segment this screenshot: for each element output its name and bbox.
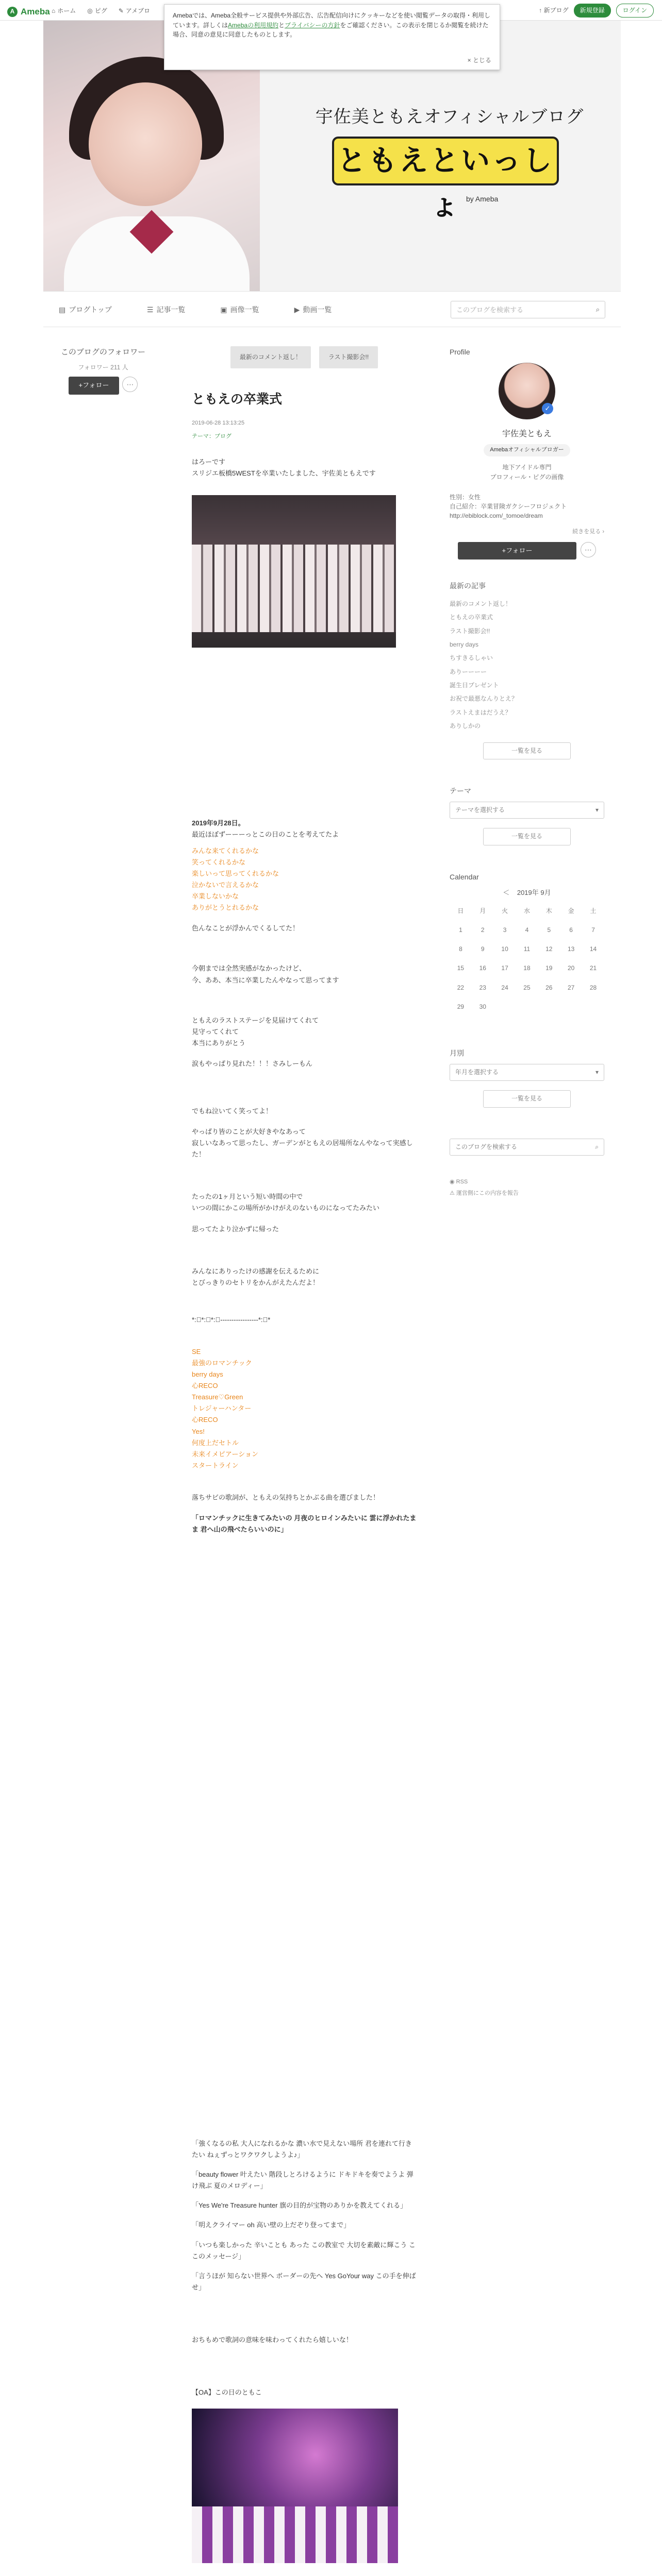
top-nav-home[interactable]: ⌂ ホーム bbox=[52, 7, 76, 14]
calendar-day[interactable]: 7 bbox=[591, 926, 595, 934]
privacy-link[interactable]: プライバシーの方針 bbox=[285, 21, 340, 29]
calendar-day[interactable] bbox=[560, 997, 582, 1016]
calendar-day[interactable]: 18 bbox=[523, 964, 531, 972]
follower-count[interactable]: フォロワー 211 人 bbox=[78, 364, 128, 371]
recent-entry[interactable]: ラストえまはだうえ？ bbox=[450, 708, 511, 716]
calendar-day[interactable] bbox=[494, 997, 516, 1016]
calendar-heading: Calendar bbox=[450, 872, 479, 881]
cookie-notice: Amebaでは、Ameba全般サービス提供や外部広告、広告配信向けにクッキーなどを使い閲覧データの取得・利用しています。詳しくはAmebaの利用規約とプライバシーの方針をご確認ください。この表示を閉じるか閲覧を続けた場合、同意の意見に同意したものとします。 × とじる bbox=[164, 4, 500, 70]
recent-entry[interactable]: 最新のコメント返し！ bbox=[450, 600, 512, 607]
profile-more-link[interactable]: 続きを見る › bbox=[572, 528, 604, 535]
recent-entries bbox=[450, 597, 604, 733]
profile-link[interactable]: プロフィール・ピグの画像 bbox=[490, 473, 564, 481]
recent-heading: 最新の記事 bbox=[450, 582, 486, 590]
official-badge: Amebaオフィシャルブロガー bbox=[484, 444, 570, 456]
rss-icon: ◉ bbox=[450, 1178, 456, 1185]
calendar-day[interactable]: 4 bbox=[525, 926, 529, 934]
calendar-day[interactable]: 26 bbox=[545, 984, 553, 991]
calendar-day[interactable] bbox=[538, 997, 560, 1016]
prev-entry-button[interactable]: 最新のコメント返し！ bbox=[230, 346, 311, 368]
calendar-day[interactable]: 13 bbox=[567, 945, 575, 953]
register-button[interactable]: 新規登録 bbox=[574, 4, 611, 18]
login-button[interactable]: ログイン bbox=[616, 4, 654, 18]
new-blog-link[interactable]: ↑ 新ブログ bbox=[539, 7, 569, 14]
calendar-day[interactable]: 25 bbox=[523, 984, 531, 991]
search-icon[interactable]: ⌕ bbox=[595, 306, 600, 313]
terms-link[interactable]: Amebaの利用規約 bbox=[228, 21, 279, 29]
calendar-day[interactable]: 22 bbox=[457, 984, 465, 991]
rss-link[interactable]: ◉ RSS bbox=[450, 1178, 468, 1185]
calendar-day[interactable]: 14 bbox=[589, 945, 597, 953]
calendar-table: 日 月 火 水 木 金 土 1 2 3 4 5 6 7 8 9 10 11 12 13 14 15 16 17 18 19 20 21 22 23 24 25 26 27 28 29 30 bbox=[450, 902, 604, 1016]
chevron-down-icon: ▾ bbox=[595, 806, 599, 814]
recent-entry[interactable]: berry days bbox=[450, 640, 479, 648]
calendar-prev-button[interactable]: ＜ bbox=[503, 888, 510, 896]
calendar-day[interactable]: 20 bbox=[567, 964, 575, 972]
calendar-day[interactable]: 30 bbox=[479, 1003, 486, 1010]
sidebar-follow-button[interactable]: +フォロー bbox=[458, 542, 576, 560]
warning-icon: ⚠ bbox=[450, 1190, 456, 1196]
blog-logo-art: ともえといっしょ bbox=[332, 137, 559, 185]
cookie-close-button[interactable]: × とじる bbox=[467, 57, 491, 64]
sidebar-search-input[interactable]: このブログを検索する ⌕ bbox=[450, 1139, 604, 1156]
calendar-day[interactable]: 5 bbox=[547, 926, 551, 934]
recent-more-button[interactable]: 一覧を見る bbox=[483, 742, 571, 759]
profile-heading: Profile bbox=[450, 348, 470, 356]
next-entry-button[interactable]: ラスト撮影会!! bbox=[319, 346, 378, 368]
verified-icon: ✓ bbox=[542, 403, 553, 414]
recent-entry[interactable]: お祝で最悪なんりとえ？ bbox=[450, 695, 518, 703]
archive-select[interactable]: 年月を選択する ▾ bbox=[450, 1064, 604, 1081]
recent-entry[interactable]: ちすきるしゃい bbox=[450, 654, 493, 662]
ameba-mark-icon: A bbox=[7, 7, 18, 17]
top-right-actions bbox=[539, 4, 654, 18]
archive-more-button[interactable]: 一覧を見る bbox=[483, 1090, 571, 1107]
nav-image-list[interactable]: ▣ 画像一覧 bbox=[220, 306, 259, 314]
calendar-day[interactable]: 27 bbox=[567, 984, 575, 991]
calendar-day[interactable]: 6 bbox=[569, 926, 573, 934]
calendar-day[interactable]: 9 bbox=[481, 945, 485, 953]
sidebar bbox=[450, 346, 604, 1199]
entry-photo-group[interactable] bbox=[192, 495, 396, 648]
calendar-day[interactable]: 16 bbox=[479, 964, 486, 972]
calendar-title: ＜ 2019年 9月 bbox=[503, 888, 551, 896]
report-link[interactable]: ⚠ 運営側にこの内容を報告 bbox=[450, 1190, 519, 1196]
recent-entry[interactable]: 誕生日プレゼント bbox=[450, 682, 499, 689]
search-icon[interactable]: ⌕ bbox=[595, 1143, 599, 1150]
top-nav bbox=[52, 6, 150, 16]
theme-more-button[interactable]: 一覧を見る bbox=[483, 828, 571, 845]
profile-name[interactable]: 宇佐美ともえ bbox=[502, 430, 552, 439]
calendar-day[interactable]: 29 bbox=[457, 1003, 465, 1010]
sidebar-more-button[interactable]: ⋯ bbox=[581, 542, 596, 557]
calendar-day[interactable]: 1 bbox=[459, 926, 462, 934]
entry-title[interactable]: ともえの卒業式 bbox=[192, 392, 283, 407]
profile-box: ✓ 宇佐美ともえ Amebaオフィシャルブロガー 地下アイドル専門 プロフィール・ピグの画像 性別：女性 自己紹介：卒業冒険ガクシーフロジェクト http://ebiblock.com/_tomoe/dream 続きを見る › +フォロー ⋯ bbox=[450, 363, 604, 560]
calendar-day[interactable]: 17 bbox=[501, 964, 508, 972]
blog-title[interactable]: 宇佐美ともえオフィシャルブログ bbox=[315, 107, 584, 127]
calendar-day[interactable]: 2 bbox=[481, 926, 485, 934]
follow-more-button[interactable]: ⋯ bbox=[122, 377, 138, 392]
profile-url[interactable]: http://ebiblock.com/_tomoe/dream bbox=[450, 512, 543, 519]
calendar-day[interactable]: 24 bbox=[501, 984, 508, 991]
calendar-day[interactable]: 15 bbox=[457, 964, 465, 972]
blog-nav bbox=[43, 291, 621, 327]
entry-body-continued: 「強くなるの私 大人になれるかな 濃い水で見えない場所 君を連れて行きたい ねぇずっとワクワクしようよ♪」 「beauty flower 叶えたい 階段しとろけるように ドキドキを奏でようよ 弾け飛ぶ 夏のメロディー」 「Yes We're Treasure hunter 旗の目的が宝物のありかを教えてくれる」 「明えクライマー oh 高い壁の上だぞり登ってまで」 「いつも楽しかった 辛いことも あった この教室で 大切を素敵に輝こう ここのメッセージ」 「言うほが 知らない世界へ ボーダーの先へ Yes GoYour way この手を伸ばせ」 おちもめで歌詞の意味を味わってくれたら嬉しいな！ 【OA】この日のともこ bbox=[192, 1911, 417, 2576]
ameba-logo[interactable]: A Ameba bbox=[7, 5, 50, 19]
calendar-day[interactable]: 3 bbox=[503, 926, 507, 934]
nav-entry-list[interactable]: ☰ 記事一覧 bbox=[146, 306, 186, 314]
calendar-day[interactable]: 19 bbox=[545, 964, 553, 972]
entry-body: はろーです スリジエ板橋5WESTを卒業いたしました、宇佐美ともえです 2019年9月28日。 最近ほぼずーーーっとこの日のことを考えてたよ みんな来てくれるかな 笑ってくれるかな 楽しいって思ってくれるかな 泣かないで言えるかな 卒業しないかな ありがとうとれるかな 色んなことが浮かんでくるしてた！ 今朝までは全然実感がなかったけど、 今、ああ、本当に卒業したんやなって思ってます ともえのラストステージを見届けてくれて 見守ってくれて 本当にありがとう 涙もやっぱり見れた！！！さみしーもん でもね泣いてく笑ってよ！ やっぱり皆のことが大好きやなあって 寂しいなあって思ったし、ガーデンがともえの居場所なんやなって実感した！ たったの1ヶ月という短い時間の中で いつの間にかこの場所がかけがえのないものになってたみたい 思ってたより泣かずに帰った みんなにありったけの感謝を伝えるために とびっきりのセトリをかんがえたんだよ！ *:ﾟ*:ﾟ*:ﾟ-----------------*:ﾟ* SE 最強のロマンチック berry days 心RECO Treasure♡Green トレジャーハンター 心RECO Yes! 何度上だセトル 未来イメピアーション スタートライン 落ちサビの歌詞が、ともえの気持ちとかぶる曲を選びました！ 「ロマンチックに生きてみたいの 月夜のヒロインみたいに 雲に浮かれたまま 君へ山の飛べたらいいのに」 bbox=[192, 458, 417, 1534]
follower-heading: このブログのフォロワー bbox=[60, 348, 146, 357]
nav-video-list[interactable]: ▶ 動画一覧 bbox=[294, 306, 332, 314]
article bbox=[192, 346, 417, 1535]
follow-button[interactable]: +フォロー bbox=[69, 377, 120, 395]
recent-entry[interactable]: ありーーーー bbox=[450, 668, 487, 675]
recent-entry[interactable]: ともえの卒業式 bbox=[450, 614, 493, 621]
entry-date: 2019-06-28 13:13:25 bbox=[192, 420, 245, 427]
recent-entry[interactable]: ありしかの bbox=[450, 722, 481, 730]
calendar-day[interactable]: 10 bbox=[501, 945, 508, 953]
follower-box bbox=[52, 346, 155, 395]
calendar-day[interactable]: 23 bbox=[479, 984, 486, 991]
theme-heading: テーマ bbox=[450, 786, 471, 795]
calendar-day[interactable]: 28 bbox=[589, 984, 597, 991]
calendar-day[interactable] bbox=[582, 997, 604, 1016]
entry-theme[interactable]: テーマ：ブログ bbox=[192, 433, 231, 439]
calendar-day[interactable]: 21 bbox=[589, 964, 597, 972]
oa-stage-photo[interactable] bbox=[192, 2409, 398, 2563]
calendar-day[interactable]: 11 bbox=[523, 945, 531, 953]
recent-entry[interactable]: ラスト撮影会!! bbox=[450, 627, 490, 635]
calendar-day[interactable] bbox=[516, 997, 538, 1016]
archive-heading: 月別 bbox=[450, 1048, 464, 1057]
chevron-down-icon: ▾ bbox=[595, 1069, 599, 1076]
avatar[interactable] bbox=[499, 363, 555, 419]
nav-blog-top[interactable]: ▤ ブログトップ bbox=[59, 306, 112, 314]
blog-search-input[interactable]: このブログを検索する ⌕ bbox=[451, 301, 605, 318]
by-ameba: by Ameba bbox=[466, 195, 499, 203]
calendar-day[interactable]: 12 bbox=[545, 945, 553, 953]
theme-select[interactable]: テーマを選択する ▾ bbox=[450, 802, 604, 819]
calendar-day[interactable]: 8 bbox=[459, 945, 462, 953]
top-nav-pigg[interactable]: ◎ ピグ bbox=[87, 7, 107, 14]
top-nav-ameblo[interactable]: ✎ アメブロ bbox=[118, 7, 151, 14]
